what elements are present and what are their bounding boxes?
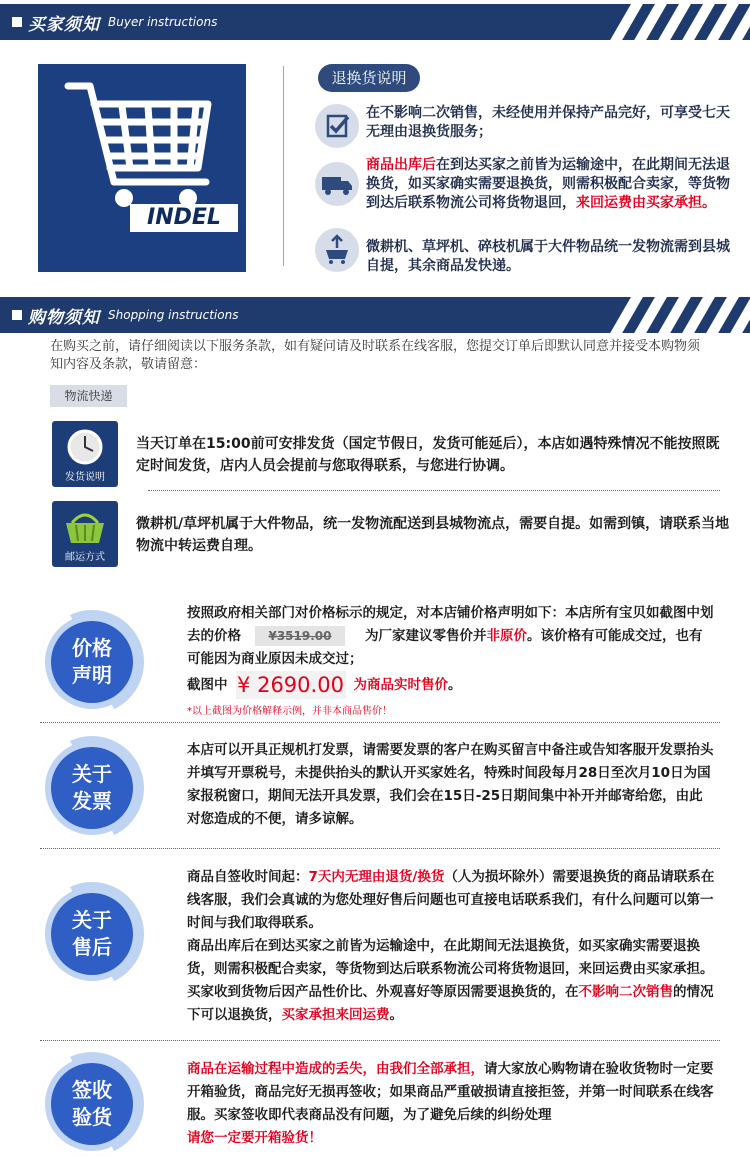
shipping-text: 当天订单在15:00前可安排发货（国定节假日，发货可能延后），本店如遇特殊情况不能按照既定时间发货，店内人员会提前与您取得联系，与您进行协调。 [136,436,720,474]
shopping-cart-icon [38,64,246,272]
check-icon [315,104,359,148]
truck-icon [315,162,359,206]
returns-pill: 退换货说明 [318,64,420,92]
price-note: *以上截图为价格解释示例，并非本商品售价！ [187,706,392,717]
returns-item-3: 微耕机、草坪机、碎枝机属于大件物品统一发物流需到县城自提，其余商品发快递。 [366,239,730,274]
current-price: ¥ 2690.00 [237,673,344,697]
buyer-instructions-banner [0,4,750,40]
receipt-badge: 签收 验货 [40,1052,144,1156]
banner-title-en: Shopping instructions [108,308,239,322]
returns-item-2: 商品出库后在到达买家之前皆为运输途中，在此期间无法退换货，如买家确实需要退换货，则需积极配合卖家，等货物到达后联系物流公司将货物退回，来回运费由买家承担。 [366,157,730,211]
basket-icon [52,501,118,567]
dotted-divider [40,848,720,849]
cart-upload-icon [315,228,359,272]
banner-stripes [600,297,750,333]
old-price: ¥3519.00 [255,626,345,646]
banner-title-en: Buyer instructions [108,15,218,29]
shopping-instructions-banner [0,297,750,333]
dotted-divider [40,722,720,723]
aftersale-text: 商品自签收时间起：7天内无理由退货/换货（人为损坏除外）需要退换货的商品请联系在线客服，我们会真诚的为您处理好售后问题也可直接电话联系我们，有什么问题可以第一时间与我们取得联系。 商品出库后在到达买家之前皆为运输途中，在此期间无法退换货，如买家确实需要退换货，则需积极配合卖家，等货物到达后联系物流公司将货物退回，来回运费由买家承担。买家收到货物后因产品性价比、外观喜好等原因需要退换货的，在不影响二次销售的情况下可以退换货，买家承担来回运费。 [187,869,715,1023]
brand-logo [38,64,246,272]
invoice-badge: 关于 发票 [40,736,144,840]
price-badge: 价格 声明 [40,610,144,714]
banner-title-cn: 买家须知 [28,15,100,35]
aftersale-badge: 关于 售后 [40,882,144,986]
intro-text: 在购买之前，请仔细阅读以下服务条款，如有疑问请及时联系在线客服，您提交订单后即默认同意并接受本购物须知内容及条款，敬请留意： [50,339,701,372]
divider [283,66,284,266]
banner-square [12,17,22,27]
shipping-label: 发货说明 [65,472,105,483]
banner-square [12,310,22,320]
invoice-text: 本店可以开具正规机打发票，请需要发票的客户在购买留言中备注或告知客服开发票抬头并填写开票税号，未提供抬头的默认开买家姓名，特殊时间段每月28日至次月10日为国家报税窗口，期间无法开具发票，我们会在15日-25日期间集中补开并邮寄给您，由此对您造成的不便，请多谅解。 [187,742,714,827]
post-label: 邮运方式 [65,552,105,563]
price-text: 按照政府相关部门对价格标示的规定，对本店铺价格声明如下：本店所有宝贝如截图中划去的价格 ¥3519.00 为厂家建议零售价并非原价。该价格有可能成交过，也有可能因为商业原因未成交过； 截图中 ¥ 2690.00 为商品实时售价。 *以上截图为价格解释示例，并非本商品售价！ [187,605,714,717]
dotted-divider [148,490,720,491]
logistics-tag: 物流快递 [50,385,127,407]
receipt-text: 商品在运输过程中造成的丢失，由我们全部承担，请大家放心购物请在验收货物时一定要开箱验货，商品完好无损再签收；如果商品严重破损请直接拒签，并第一时间联系在线客服。买家签收即代表商品没有问题，为了避免后续的纠纷处理 请您一定要开箱验货！ [187,1061,714,1146]
post-text: 微耕机/草坪机属于大件物品，统一发物流配送到县城物流点，需要自提。如需到镇，请联系当地物流中转运费自理。 [136,516,730,554]
shipping-clock-icon [52,421,118,487]
returns-item-1: 在不影响二次销售，未经使用并保持产品完好，可享受七天无理由退换货服务； [366,105,730,140]
brand-name: INDEL [130,204,238,232]
banner-title-cn: 购物须知 [28,308,100,328]
banner-stripes [600,4,750,40]
dotted-divider [40,1040,720,1041]
